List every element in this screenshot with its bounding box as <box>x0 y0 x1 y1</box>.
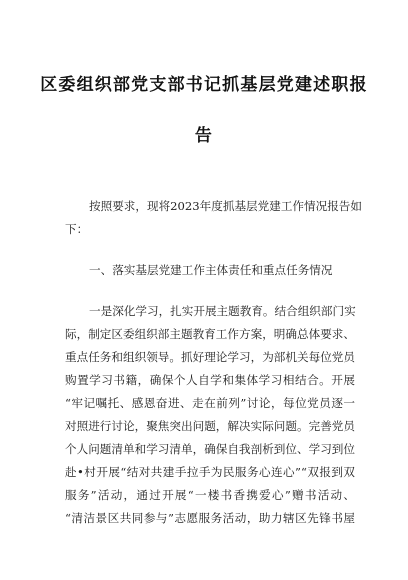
document-title-line-2: 告 <box>194 126 214 146</box>
paragraph-line: 一是深化学习，扎实开展主题教育。结合组织部门实 <box>89 304 356 318</box>
paragraph-line: 服务”活动，通过开展“一楼书香携爱心”赠书活动、 <box>65 488 355 502</box>
paragraph-line: 重点任务和组织领导。抓好理论学习，为部机关每位党员 <box>65 350 355 364</box>
intro-line: 下： <box>65 222 89 236</box>
paragraph-line: 购置学习书籍，确保个人自学和集体学习相结合。开展 <box>65 373 355 387</box>
paragraph-line: “清洁景区共同参与”志愿服务活动，助力辖区先锋书屋 <box>65 511 355 525</box>
document-title-line-1: 区委组织部党支部书记抓基层党建述职报 <box>40 75 368 95</box>
paragraph-line: 际，制定区委组织部主题教育工作方案，明确总体要求、 <box>65 327 355 341</box>
paragraph-line: “牢记嘱托、感恩奋进、走在前列”讨论，每位党员逐一 <box>65 396 355 410</box>
paragraph-line: 个人问题清单和学习清单，确保自我剖析到位、学习到位 <box>65 442 355 456</box>
paragraph-line: 对照进行讨论，聚焦突出问题，解决实际问题。完善党员 <box>65 419 355 433</box>
intro-line: 按照要求，现将2023年度抓基层党建工作情况报告如 <box>89 199 362 213</box>
paragraph-line: 赴•村开展“结对共建手拉手为民服务心连心”“双报到双 <box>65 465 355 479</box>
section-heading: 一、落实基层党建工作主体责任和重点任务情况 <box>89 263 333 277</box>
